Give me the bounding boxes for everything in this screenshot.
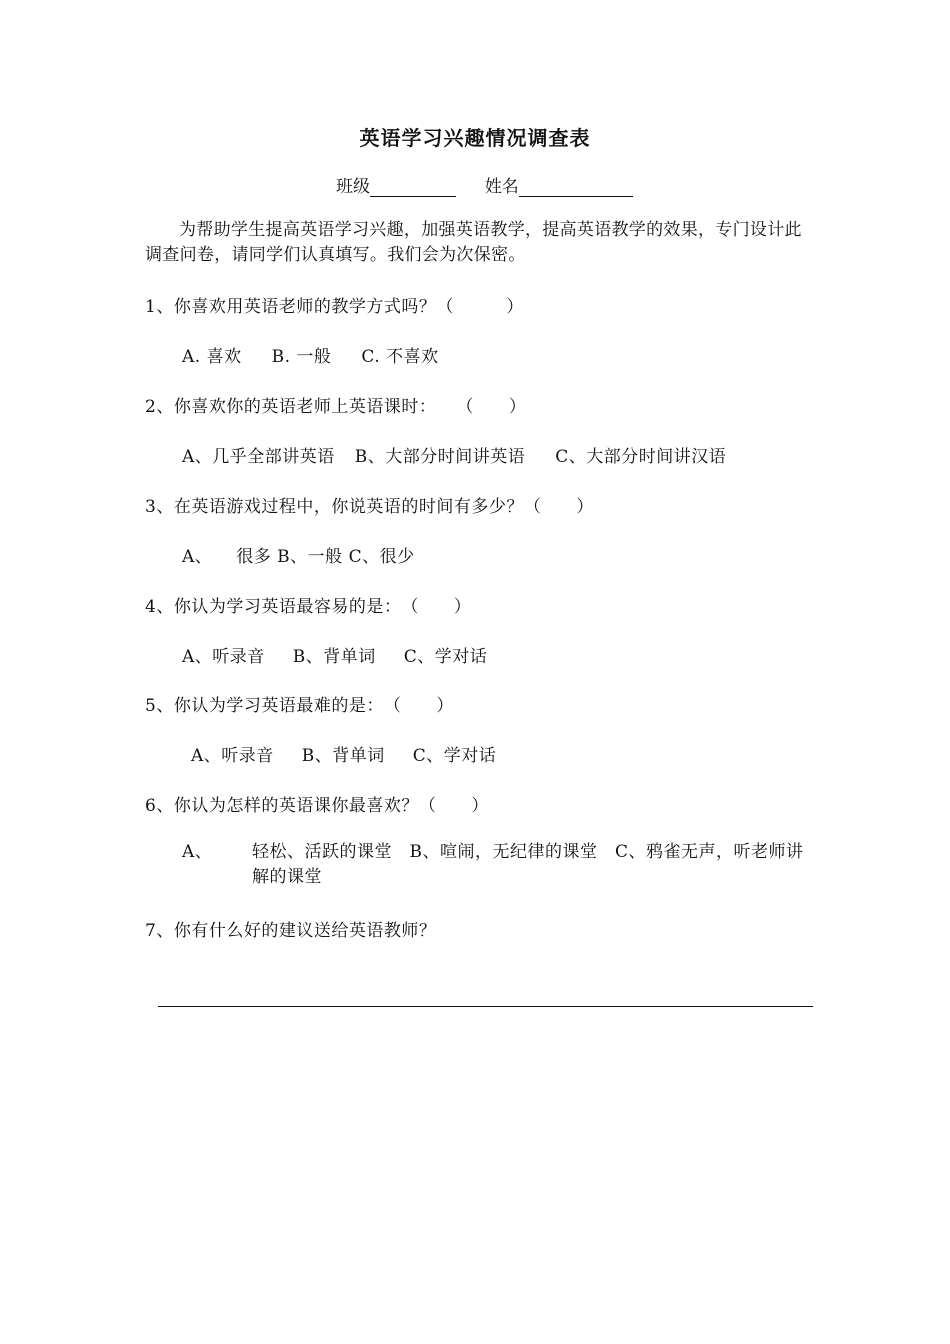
question-text: 4、你认为学习英语最容易的是：: [145, 597, 402, 617]
answer-paren[interactable]: （ ）: [523, 497, 594, 517]
question-text: 2、你喜欢你的英语老师上英语课时：: [145, 397, 437, 417]
option-rest[interactable]: 很多 B、一般 C、很少: [236, 547, 415, 567]
question-text: 6、你认为怎样的英语课你最喜欢？: [145, 796, 419, 816]
question-5-options: [191, 741, 496, 766]
option-rest[interactable]: 轻松、活跃的课堂 B、喧闹，无纪律的课堂 C、鸦雀无声，听老师讲解的课堂: [252, 842, 804, 887]
option-c[interactable]: C、学对话: [403, 647, 488, 667]
class-blank[interactable]: [370, 178, 456, 197]
option-a[interactable]: A. 喜欢: [182, 347, 242, 367]
question-3: [145, 492, 594, 517]
option-a[interactable]: A、: [182, 547, 213, 567]
question-1: [145, 292, 524, 317]
question-text: 5、你认为学习英语最难的是：: [145, 696, 384, 716]
option-a[interactable]: A、听录音: [182, 647, 265, 667]
question-6-options: [182, 840, 812, 890]
option-a[interactable]: A、听录音: [191, 746, 274, 766]
question-text: 7、你有什么好的建议送给英语教师？: [145, 921, 437, 941]
name-label: 姓名: [484, 177, 519, 197]
answer-paren[interactable]: （ ）: [418, 796, 489, 816]
option-c[interactable]: C、学对话: [412, 746, 497, 766]
class-label: 班级: [336, 177, 370, 197]
option-b[interactable]: B、背单词: [292, 647, 376, 667]
question-2: [145, 392, 526, 417]
option-c[interactable]: C、大部分时间讲汉语: [555, 447, 727, 467]
question-5: [145, 691, 454, 716]
question-3-options: [182, 542, 415, 567]
option-b[interactable]: B、背单词: [301, 746, 385, 766]
question-text: 1、你喜欢用英语老师的教学方式吗？: [145, 297, 437, 317]
class-name-line: [336, 172, 633, 197]
answer-paren[interactable]: （ ）: [436, 297, 524, 317]
intro-paragraph: 为帮助学生提高英语学习兴趣，加强英语教学，提高英语教学的效果，专门设计此调查问卷，请同学们认真填写。我们会为次保密。: [145, 220, 802, 265]
answer-paren[interactable]: （ ）: [456, 397, 527, 417]
answer-paren[interactable]: （ ）: [383, 696, 454, 716]
page-title: 英语学习兴趣情况调查表: [359, 126, 591, 150]
answer-line[interactable]: [158, 1006, 813, 1007]
option-a[interactable]: A、: [182, 842, 213, 862]
question-2-options: [182, 442, 726, 467]
question-6: [145, 791, 489, 816]
question-7: [145, 916, 436, 941]
answer-paren[interactable]: （ ）: [401, 597, 472, 617]
option-c[interactable]: C. 不喜欢: [361, 347, 439, 367]
option-b[interactable]: B、大部分时间讲英语: [354, 447, 526, 467]
question-text: 3、在英语游戏过程中，你说英语的时间有多少？: [145, 497, 524, 517]
name-blank[interactable]: [519, 178, 633, 197]
option-b[interactable]: B. 一般: [271, 347, 332, 367]
question-1-options: [182, 342, 439, 367]
option-a[interactable]: A、几乎全部讲英语: [182, 447, 335, 467]
question-4: [145, 592, 471, 617]
question-4-options: [182, 642, 487, 667]
